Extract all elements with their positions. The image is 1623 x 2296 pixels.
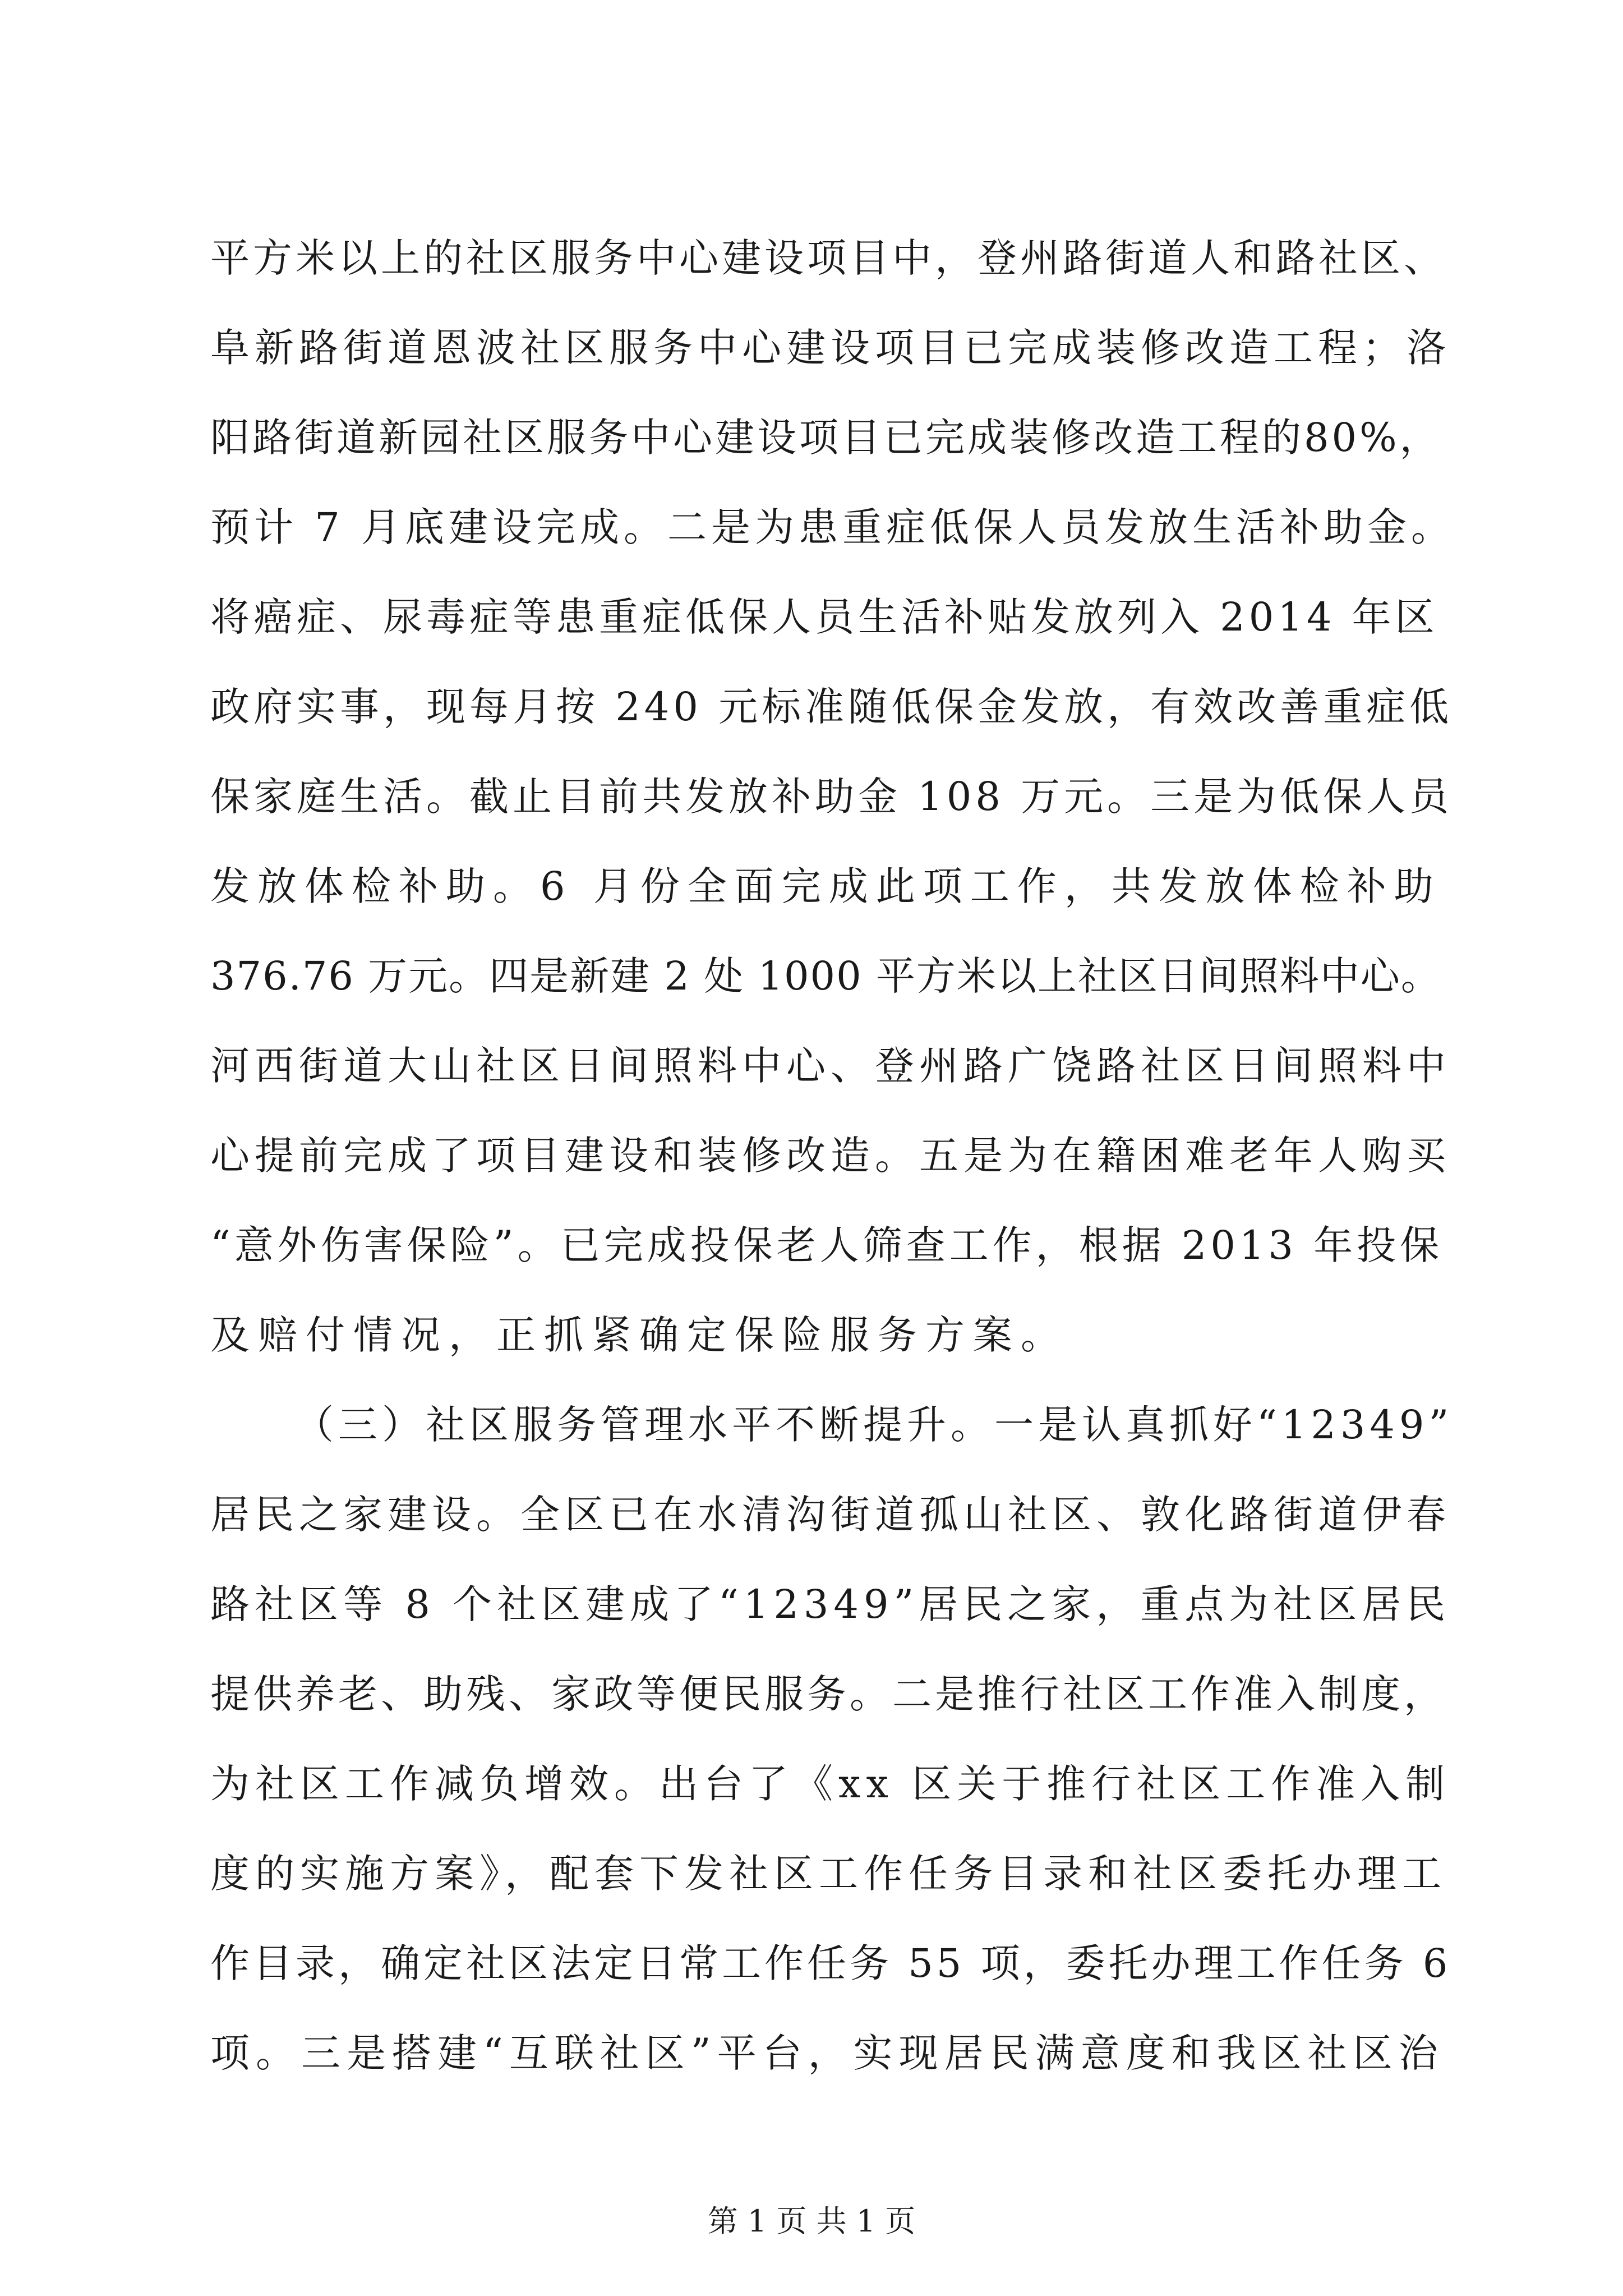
text-line: 提供养老、助残、家政等便民服务。二是推行社区工作准入制度， xyxy=(210,1671,1446,1717)
text-line: 阜新路街道恩波社区服务中心建设项目已完成装修改造工程；洛 xyxy=(210,325,1451,371)
text-line: 政府实事，现每月按 240 元标准随低保金发放，有效改善重症低 xyxy=(210,684,1453,730)
text-line: 及赔付情况，正抓紧确定保险服务方案。 xyxy=(210,1312,1068,1358)
text-line: 作目录，确定社区法定日常工作任务 55 项，委托办理工作任务 6 xyxy=(210,1940,1451,1986)
text-line: 居民之家建设。全区已在水清沟街道孤山社区、敦化路街道伊春 xyxy=(210,1492,1451,1538)
page-number-footer: 第 1 页 共 1 页 xyxy=(707,2203,916,2239)
text-line: 保家庭生活。截止目前共发放补助金 108 万元。三是为低保人员 xyxy=(210,774,1453,820)
text-line: 平方米以上的社区服务中心建设项目中，登州路街道人和路社区、 xyxy=(210,235,1446,281)
text-line: 376.76 万元。四是新建 2 处 1000 平方米以上社区日间照料中心。 xyxy=(210,953,1441,999)
text-line: 为社区工作减负增效。出台了《xx 区关于推行社区工作准入制 xyxy=(210,1761,1451,1807)
text-line: 河西街道大山社区日间照料中心、登州路广饶路社区日间照料中 xyxy=(210,1043,1451,1089)
text-line: 项。三是搭建“互联社区”平台，实现居民满意度和我区社区治 xyxy=(210,2030,1444,2076)
text-line: 阳路街道新园社区服务中心建设项目已完成装修改造工程的80%， xyxy=(210,415,1442,461)
text-line: 预计 7 月底建设完成。二是为患重症低保人员发放生活补助金。 xyxy=(210,504,1455,550)
text-line: 将癌症、尿毒症等患重症低保人员生活补贴发放列入 2014 年区 xyxy=(210,594,1438,640)
text-line: 路社区等 8 个社区建成了“12349”居民之家，重点为社区居民 xyxy=(210,1581,1451,1627)
text-line: 发放体检补助。6 月份全面完成此项工作，共发放体检补助 xyxy=(210,863,1441,909)
section-heading-line: （三）社区服务管理水平不断提升。一是认真抓好“12349” xyxy=(294,1402,1454,1448)
text-line: 心提前完成了项目建设和装修改造。五是为在籍困难老年人购买 xyxy=(210,1133,1451,1179)
text-line: 度的实施方案》，配套下发社区工作任务目录和社区委托办理工 xyxy=(210,1851,1447,1897)
text-line: “意外伤害保险”。已完成投保老人筛查工作，根据 2013 年投保 xyxy=(210,1222,1444,1268)
